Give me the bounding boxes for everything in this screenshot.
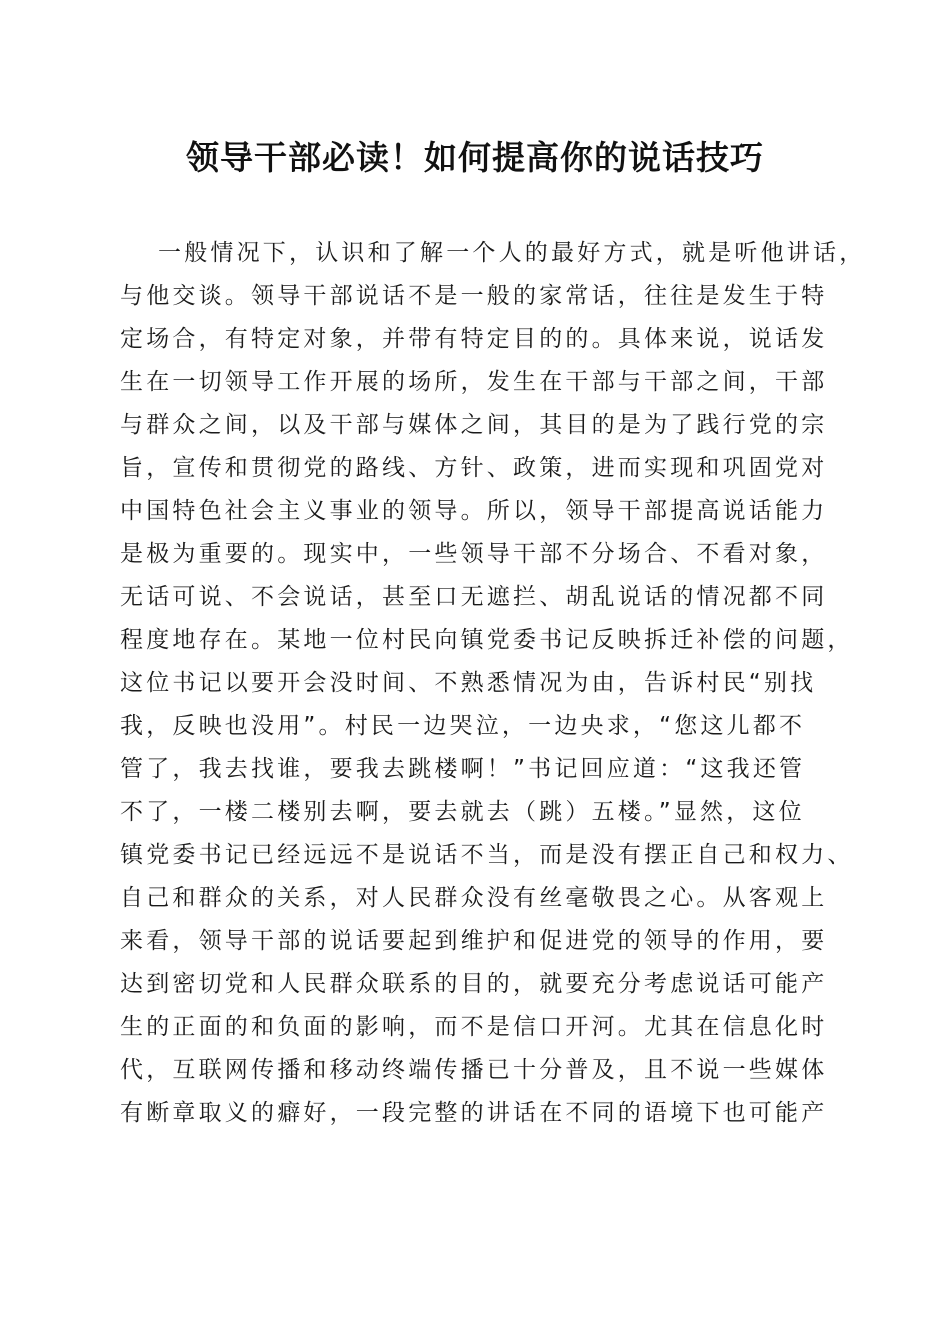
body-line: 是极为重要的。现实中，一些领导干部不分场合、不看对象， [120,541,828,567]
body-line: 达到密切党和人民群众联系的目的，就要充分考虑说话可能产 [120,971,828,997]
body-line: 代，互联网传播和移动终端传播已十分普及，且不说一些媒体 [120,1057,828,1083]
body-line: 镇党委书记已经远远不是说话不当，而是没有摆正自己和权力、 [120,842,854,868]
body-line: 来看，领导干部的说话要起到维护和促进党的领导的作用，要 [120,928,828,954]
body-line: 定场合，有特定对象，并带有特定目的的。具体来说，说话发 [120,326,828,352]
body-line: 程度地存在。某地一位村民向镇党委书记反映拆迁补偿的问题， [120,627,854,653]
body-line: 中国特色社会主义事业的领导。所以，领导干部提高说话能力 [120,498,828,524]
body-line: 与他交谈。领导干部说话不是一般的家常话，往往是发生于特 [120,283,828,309]
body-line: 旨，宣传和贯彻党的路线、方针、政策，进而实现和巩固党对 [120,455,828,481]
body-line: 一般情况下，认识和了解一个人的最好方式，就是听他讲话， [158,240,866,266]
document-body [120,232,866,1135]
body-line: 有断章取义的癖好，一段完整的讲话在不同的语境下也可能产 [120,1100,828,1126]
body-line: 生的正面的和负面的影响，而不是信口开河。尤其在信息化时 [120,1014,828,1040]
body-line: 管了，我去找谁，要我去跳楼啊！”书记回应道：“这我还管 [120,756,806,782]
body-line: 自己和群众的关系，对人民群众没有丝毫敬畏之心。从客观上 [120,885,828,911]
body-line: 生在一切领导工作开展的场所，发生在干部与干部之间，干部 [120,369,828,395]
body-line: 这位书记以要开会没时间、不熟悉情况为由，告诉村民“别找 [120,670,817,696]
body-line: 不了，一楼二楼别去啊，要去就去（跳）五楼。”显然，这位 [120,799,805,825]
body-line: 与群众之间，以及干部与媒体之间，其目的是为了践行党的宗 [120,412,828,438]
body-line: 我，反映也没用”。村民一边哭泣，一边央求，“您这儿都不 [120,713,806,739]
document-title: 领导干部必读！如何提高你的说话技巧 [186,138,764,177]
body-line: 无话可说、不会说话，甚至口无遮拦、胡乱说话的情况都不同 [120,584,828,610]
